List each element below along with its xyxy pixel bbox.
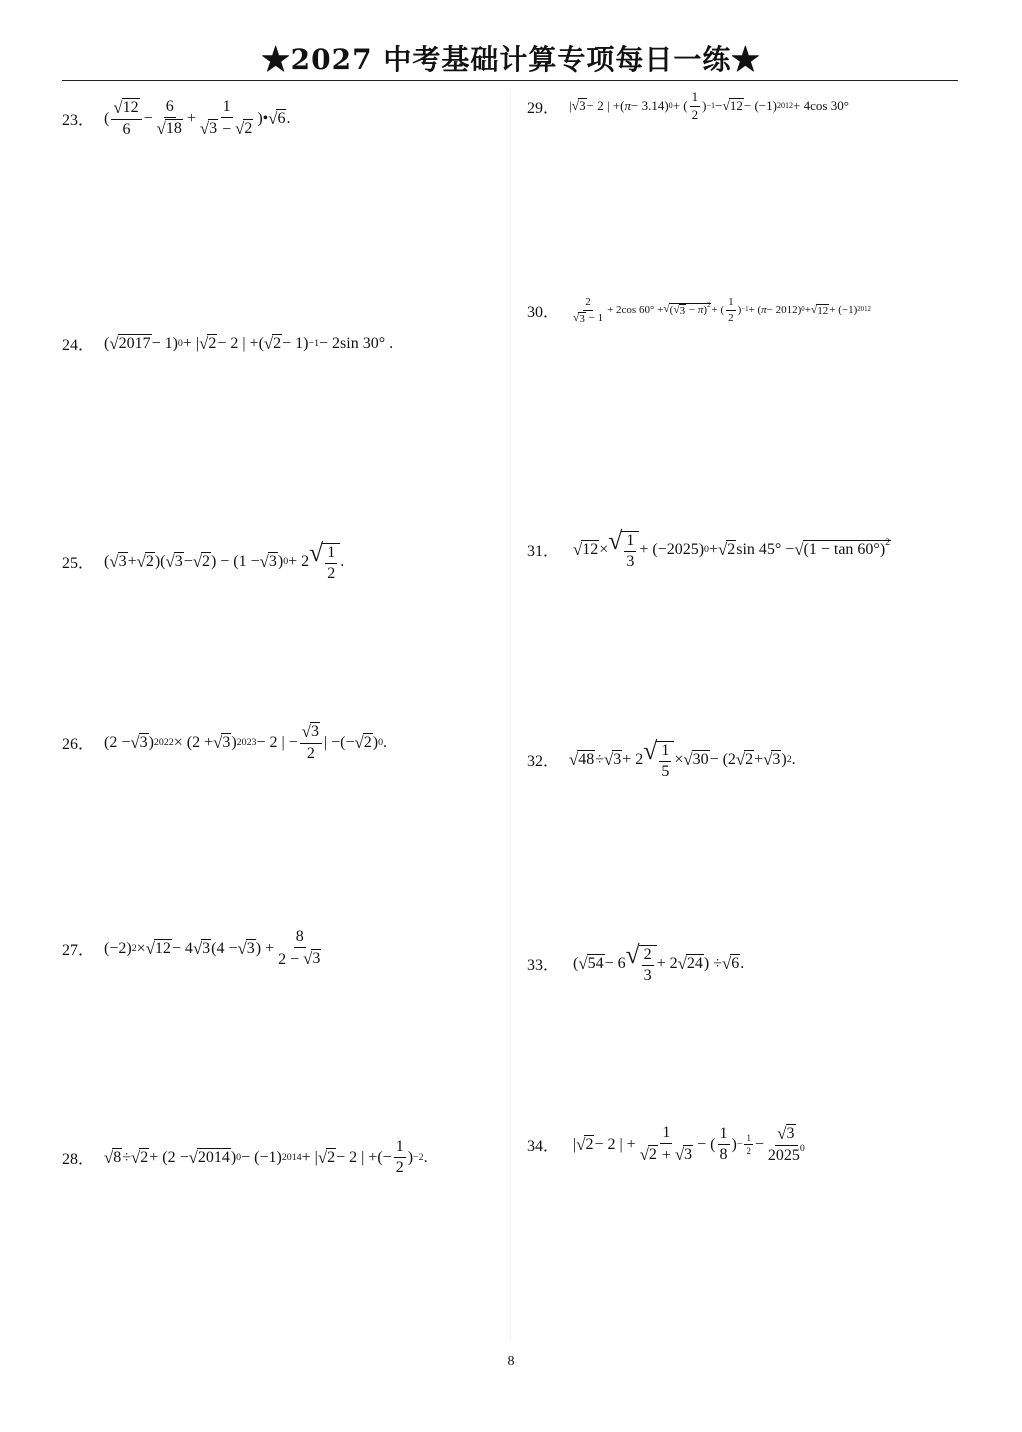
problem-number: 25． [62,555,95,573]
problem-number: 32． [527,753,560,771]
problem-34 [527,1124,809,1166]
problem-expression: (2 − √ 3 ) 2022 × (2 + √ 3 ) 2023 − 2 | − √ 3 2 | −(− √ 2 ) 0 . [104,722,388,763]
problem-number: 28． [62,1151,95,1169]
problem-number: 27． [62,942,95,960]
problem-expression: 2 √ 3 − 1 + 2cos 60° + √ ( √ 3 − π)$^2$ + ( $\frac{1}{2}$ ) −1 + ( π − 2012) 0 + √ 12 + (−1) 2012 [573,296,871,325]
column-divider [510,90,511,1340]
page-number: 8 [507,1354,515,1369]
problem-32 [527,738,796,782]
problem-expression: ( √ 2017 − 1) 0 + | √ 2 − 2 | +( √ 2 − 1) −1 − 2sin 30° . [104,333,394,353]
problem-expression: ( √ 3 + √ 2 )( √ 3 − √ 2 ) − (1 − √ 3 ) 0 + 2 √ $\frac{1}{2}$ . [104,538,345,583]
problem-expression: ( √ 12 6 − 6 √ 18 + 1 √ 3 − √ 2 )• √ 6 . [104,98,291,139]
problem-number: 29． [527,99,560,117]
problem-expression: √ 12 × √ $\frac{1}{3}$ + (−2025) 0 + √ 2 sin 45° − √ $(1 - \tan 60^\circ)^2$ [573,526,891,571]
header-rule [62,80,958,81]
problem-25 [62,540,344,584]
problem-number: 33． [527,957,560,975]
problem-expression: | √ 3 − 2 | +( π − 3.14) 0 + ( $\frac{1}{2}$ ) −1 − √ 12 − (−1) 2012 + 4cos 30° [569,89,849,122]
problem-number: 24． [62,337,95,354]
problem-number: 31． [527,543,560,561]
problem-expression: ( √ 54 − 6 √ $\frac{2}{3}$ + 2 √ 24 ) ÷ √ 6 . [569,940,745,985]
problem-expression: | √ 2 − 2 | + 1 √ 2 + √ 3 − ( $\frac{1}{8}$ ) − $\frac{1}{2}$ − √ 3 2025$^0$ [569,1124,805,1165]
problem-29 [527,90,849,123]
problem-number: 26． [62,736,95,754]
page-title: ★2027 中考基础计算专项每日一练★ [261,43,761,76]
problem-expression: √ 48 ÷ √ 3 + 2 √ $\frac{1}{5}$ × √ 30 − (2 √ 2 + √ 3 ) 2 . [569,736,796,781]
problem-33 [527,942,744,986]
problem-number: 34． [527,1138,560,1156]
problem-28 [62,1138,428,1178]
problem-24 [62,332,393,355]
problem-number: 30． [527,303,560,321]
problem-31 [527,528,891,572]
problem-expression: √ 8 ÷ √ 2 + (2 − √ 2014 ) 0 − (−1) 2014 + | √ 2 − 2 | +(− $\frac{1}{2}$ ) −2 . [104,1138,428,1177]
problem-expression: (−2) 2 × √ 12 − 4 √ 3 (4 − √ 3 ) + 8 2 − √ 3 [104,928,321,969]
problem-26 [62,722,387,764]
problem-27 [62,928,325,970]
problem-30 [527,296,871,325]
problem-number: 23． [62,112,95,130]
problem-23 [62,98,290,140]
